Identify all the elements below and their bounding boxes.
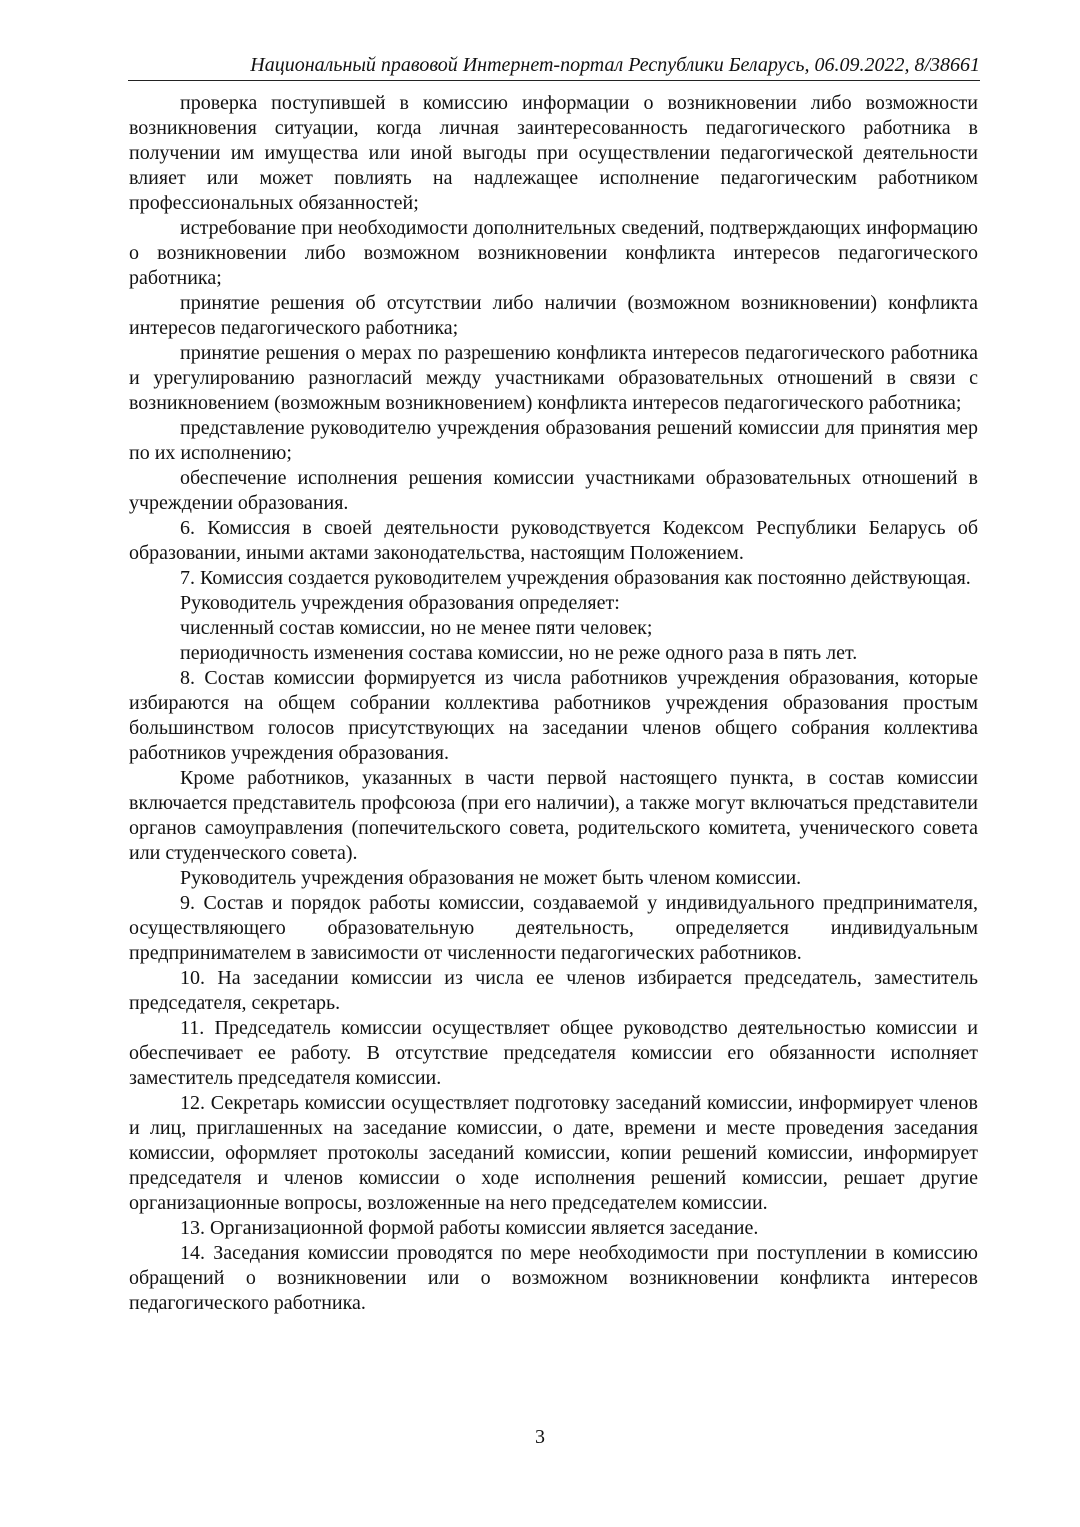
paragraph: численный состав комиссии, но не менее пяти человек; bbox=[180, 617, 653, 639]
paragraph: принятие решения о мерах по разрешению конфликта интересов педагогического работника и урегулированию разногласий между участниками образовательных отношений в связи с возникновением (возможным возникновением) конфликта интересов педагогического работника; bbox=[129, 342, 978, 414]
paragraph: принятие решения об отсутствии либо наличии (возможном возникновении) конфликта интересов педагогического работника; bbox=[129, 292, 978, 339]
document-header: Национальный правовой Интернет-портал Республики Беларусь, 06.09.2022, 8/38661 bbox=[128, 52, 980, 81]
paragraph: проверка поступившей в комиссию информации о возникновении либо возможности возникновения ситуации, когда личная заинтересованность педагогического работника в получении им имущества или иной выгоды при осуществлении педагогической деятельности влияет или может повлиять на надлежащее исполнение педагогическим работником профессиональных обязанностей; bbox=[129, 92, 978, 214]
paragraph: 10. На заседании комиссии из числа ее членов избирается председатель, заместитель председателя, секретарь. bbox=[129, 967, 978, 1014]
paragraph: истребование при необходимости дополнительных сведений, подтверждающих информацию о возникновении либо возможном возникновении конфликта интересов педагогического работника; bbox=[129, 217, 978, 289]
paragraph: 12. Секретарь комиссии осуществляет подготовку заседаний комиссии, информирует членов и лиц, приглашенных на заседание комиссии, о дате, времени и месте проведения заседания комиссии, оформляет протоколы заседаний комиссии, копии решений комиссии, информирует председателя и членов комиссии о ходе исполнения решений комиссии, решает другие организационные вопросы, возложенные на него председателем комиссии. bbox=[129, 1092, 978, 1214]
paragraph: 14. Заседания комиссии проводятся по мере необходимости при поступлении в комиссию обращений о возникновении или о возможном возникновении конфликта интересов педагогического работника. bbox=[129, 1242, 978, 1314]
paragraph: 8. Состав комиссии формируется из числа работников учреждения образования, которые избираются на общем собрании коллектива работников учреждения образования простым большинством голосов присутствующих на заседании членов общего собрания коллектива работников учреждения образования. bbox=[129, 667, 978, 764]
paragraph: Руководитель учреждения образования не может быть членом комиссии. bbox=[180, 867, 802, 889]
paragraph: 11. Председатель комиссии осуществляет общее руководство деятельностью комиссии и обеспечивает ее работу. В отсутствие председателя комиссии его обязанности исполняет заместитель председателя комиссии. bbox=[129, 1017, 978, 1089]
paragraph: обеспечение исполнения решения комиссии участниками образовательных отношений в учреждении образования. bbox=[129, 467, 978, 514]
paragraph: Кроме работников, указанных в части первой настоящего пункта, в состав комиссии включается представитель профсоюза (при его наличии), а также могут включаться представители органов самоуправления (попечительского совета, родительского комитета, ученического совета или студенческого совета). bbox=[129, 767, 978, 864]
paragraph: 9. Состав и порядок работы комиссии, создаваемой у индивидуального предпринимателя, осуществляющего образовательную деятельность, определяется индивидуальным предпринимателем в зависимости от численности педагогических работников. bbox=[129, 892, 978, 964]
document-body bbox=[129, 91, 978, 1316]
page-number: 3 bbox=[535, 1426, 545, 1448]
paragraph: Руководитель учреждения образования определяет: bbox=[180, 592, 620, 614]
paragraph: представление руководителю учреждения образования решений комиссии для принятия мер по их исполнению; bbox=[129, 417, 978, 464]
paragraph: 6. Комиссия в своей деятельности руководствуется Кодексом Республики Беларусь об образовании, иными актами законодательства, настоящим Положением. bbox=[129, 517, 978, 564]
paragraph: 7. Комиссия создается руководителем учреждения образования как постоянно действующая. bbox=[180, 567, 971, 589]
paragraph: периодичность изменения состава комиссии, но не реже одного раза в пять лет. bbox=[180, 642, 858, 664]
paragraph: 13. Организационной формой работы комиссии является заседание. bbox=[180, 1217, 759, 1239]
